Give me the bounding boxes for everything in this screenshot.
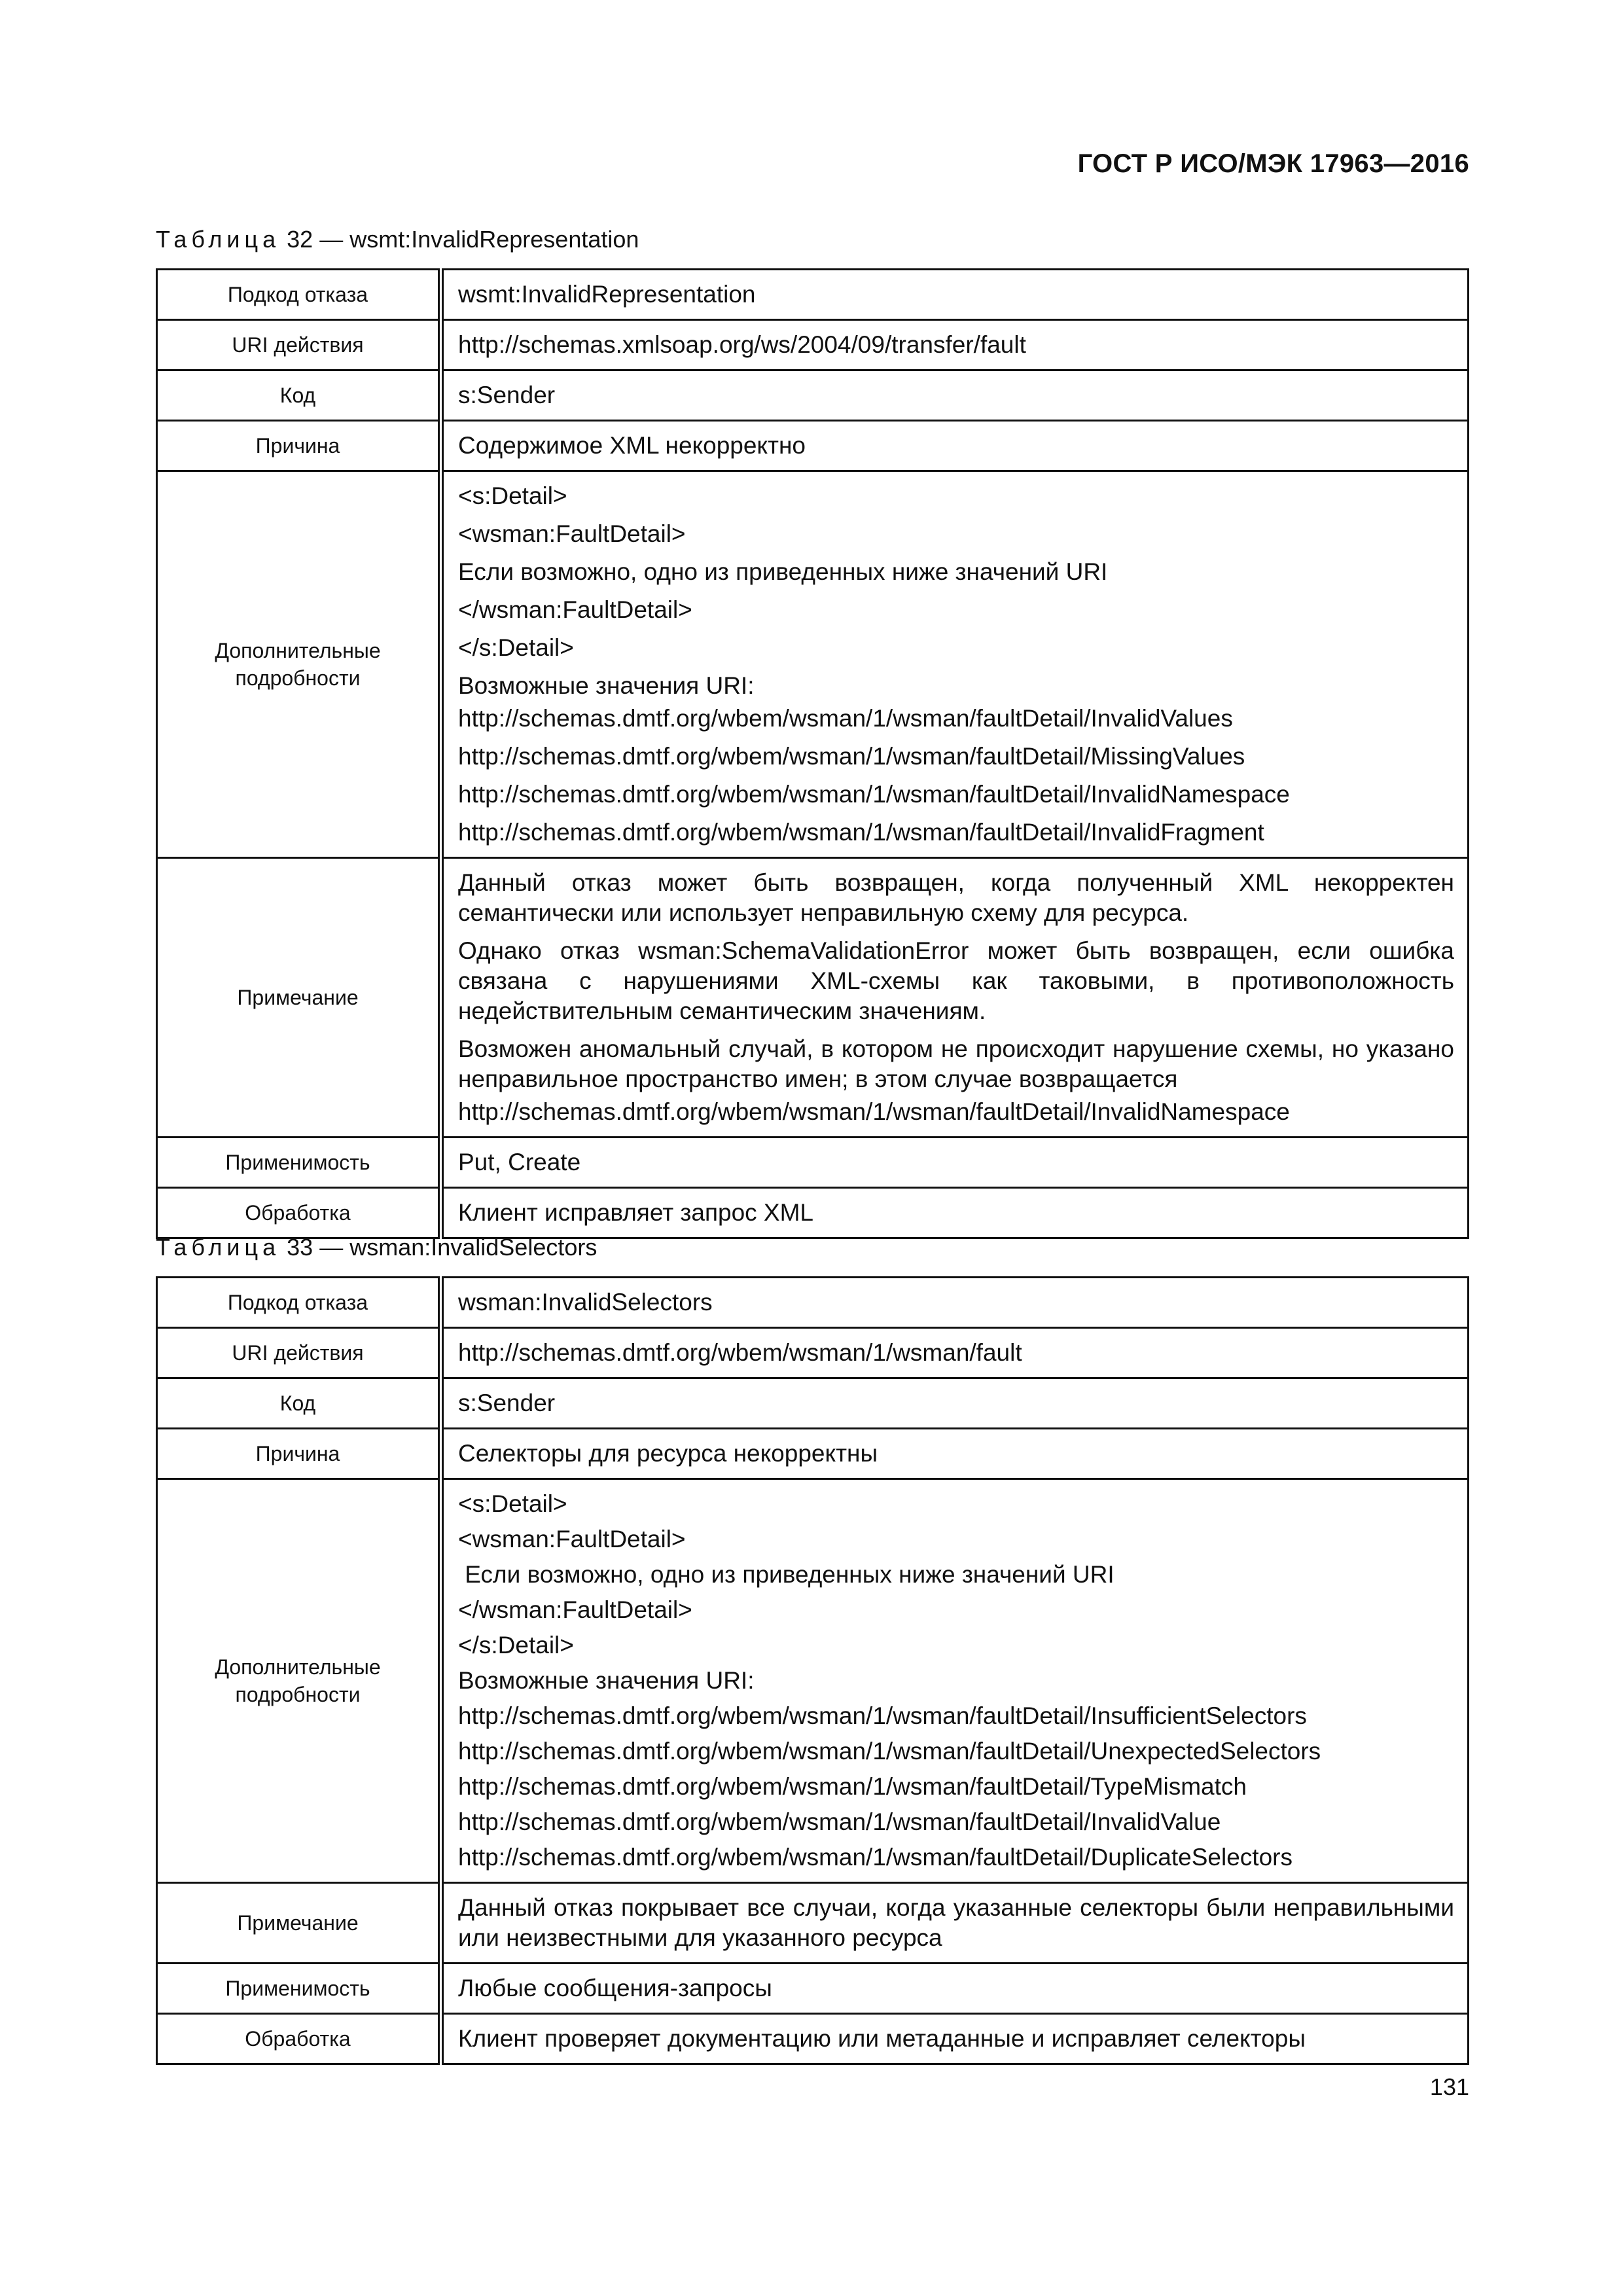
table-33 (156, 1276, 1469, 2065)
detail-list (441, 1479, 1469, 1883)
row-label: Причина (157, 1429, 441, 1479)
detail-line: http://schemas.dmtf.org/wbem/wsman/1/wsman/faultDetail/DuplicateSelectors (458, 1844, 1293, 1871)
row-label: URI действия (157, 320, 441, 370)
table-row (157, 2014, 1469, 2064)
table-32 (156, 268, 1469, 1239)
detail-line: http://schemas.dmtf.org/wbem/wsman/1/wsman/faultDetail/UnexpectedSelectors (458, 1738, 1321, 1765)
document-header: ГОСТ Р ИСО/МЭК 17963—2016 (1077, 149, 1469, 178)
row-label: Подкод отказа (157, 270, 441, 320)
caption-word: Таблица (156, 1234, 281, 1261)
detail-list (441, 471, 1469, 858)
table-row (157, 421, 1469, 471)
table-row (157, 1964, 1469, 2014)
detail-line: http://schemas.dmtf.org/wbem/wsman/1/wsman/faultDetail/InvalidNamespace (458, 781, 1290, 808)
detail-line: <wsman:FaultDetail> (458, 520, 686, 547)
row-label: Применимость (157, 1138, 441, 1188)
caption-word: Таблица (156, 226, 281, 253)
note-text (441, 858, 1469, 1138)
row-label: Примечание (157, 858, 441, 1138)
row-value: Данный отказ покрывает все случаи, когда указанные селекторы были неправильными или неизвестными для указанного ресурса (441, 1883, 1469, 1964)
table-row (157, 1479, 1469, 1883)
detail-line: Если возможно, одно из приведенных ниже значений URI (458, 1561, 1115, 1588)
row-value: Селекторы для ресурса некорректны (441, 1429, 1469, 1479)
table-row (157, 471, 1469, 858)
note-paragraph: Данный отказ может быть возвращен, когда полученный XML некорректен семантически или использует неправильную схему для ресурса. (458, 869, 1454, 926)
detail-line: http://schemas.dmtf.org/wbem/wsman/1/wsman/faultDetail/MissingValues (458, 743, 1245, 770)
row-label: Дополнительные подробности (157, 1479, 441, 1883)
caption-title: 33 — wsman:InvalidSelectors (280, 1234, 597, 1261)
row-label: Дополнительные подробности (157, 471, 441, 858)
detail-line: <s:Detail> (458, 1490, 567, 1517)
table-row (157, 270, 1469, 320)
table-row (157, 320, 1469, 370)
table-row (157, 1429, 1469, 1479)
row-value: Клиент исправляет запрос XML (441, 1188, 1469, 1238)
row-label: Обработка (157, 1188, 441, 1238)
detail-line: http://schemas.dmtf.org/wbem/wsman/1/wsman/faultDetail/InvalidValues (458, 705, 1233, 732)
row-label: URI действия (157, 1328, 441, 1378)
row-value: Put, Create (441, 1138, 1469, 1188)
row-value: s:Sender (441, 1378, 1469, 1429)
row-label: Код (157, 1378, 441, 1429)
detail-line: </wsman:FaultDetail> (458, 596, 692, 623)
detail-line: http://schemas.dmtf.org/wbem/wsman/1/wsman/faultDetail/InsufficientSelectors (458, 1702, 1307, 1729)
row-label: Примечание (157, 1883, 441, 1964)
row-label: Применимость (157, 1964, 441, 2014)
detail-line: </s:Detail> (458, 1632, 574, 1659)
table-row (157, 858, 1469, 1138)
table-row (157, 1328, 1469, 1378)
table-row (157, 1278, 1469, 1328)
row-value: Любые сообщения-запросы (441, 1964, 1469, 2014)
detail-line: </s:Detail> (458, 634, 574, 661)
detail-line: </wsman:FaultDetail> (458, 1596, 692, 1623)
row-value: http://schemas.dmtf.org/wbem/wsman/1/wsman/fault (441, 1328, 1469, 1378)
table-row (157, 1188, 1469, 1238)
row-value: http://schemas.xmlsoap.org/ws/2004/09/transfer/fault (441, 320, 1469, 370)
row-value: wsmt:InvalidRepresentation (441, 270, 1469, 320)
table-33-caption (156, 1234, 597, 1261)
table-row (157, 1883, 1469, 1964)
row-label: Подкод отказа (157, 1278, 441, 1328)
detail-line: <wsman:FaultDetail> (458, 1526, 686, 1552)
detail-line: Возможные значения URI: (458, 672, 755, 699)
page-number: 131 (1429, 2073, 1469, 2100)
table-row (157, 1378, 1469, 1429)
detail-line: Возможные значения URI: (458, 1667, 755, 1694)
row-label: Код (157, 370, 441, 421)
row-value: Содержимое XML некорректно (441, 421, 1469, 471)
table-row (157, 1138, 1469, 1188)
detail-line: Если возможно, одно из приведенных ниже значений URI (458, 558, 1108, 585)
row-value: s:Sender (441, 370, 1469, 421)
row-value: Клиент проверяет документацию или метаданные и исправляет селекторы (441, 2014, 1469, 2064)
detail-line: http://schemas.dmtf.org/wbem/wsman/1/wsman/faultDetail/InvalidValue (458, 1808, 1221, 1835)
note-paragraph: Возможен аномальный случай, в котором не происходит нарушение схемы, но указано неправильное пространство имен; в этом случае возвращается (458, 1035, 1454, 1092)
note-paragraph: http://schemas.dmtf.org/wbem/wsman/1/wsman/faultDetail/InvalidNamespace (458, 1098, 1290, 1125)
detail-line: http://schemas.dmtf.org/wbem/wsman/1/wsman/faultDetail/InvalidFragment (458, 819, 1264, 846)
row-label: Обработка (157, 2014, 441, 2064)
row-label: Причина (157, 421, 441, 471)
detail-line: <s:Detail> (458, 482, 567, 509)
note-paragraph: Однако отказ wsman:SchemaValidationError может быть возвращен, если ошибка связана с нарушениями XML-схемы как таковыми, в противоположность недействительным семантическим значениям. (458, 937, 1454, 1024)
detail-line: http://schemas.dmtf.org/wbem/wsman/1/wsman/faultDetail/TypeMismatch (458, 1773, 1247, 1800)
table-32-caption (156, 226, 639, 253)
caption-title: 32 — wsmt:InvalidRepresentation (280, 226, 639, 253)
table-row (157, 370, 1469, 421)
row-value: wsman:InvalidSelectors (441, 1278, 1469, 1328)
